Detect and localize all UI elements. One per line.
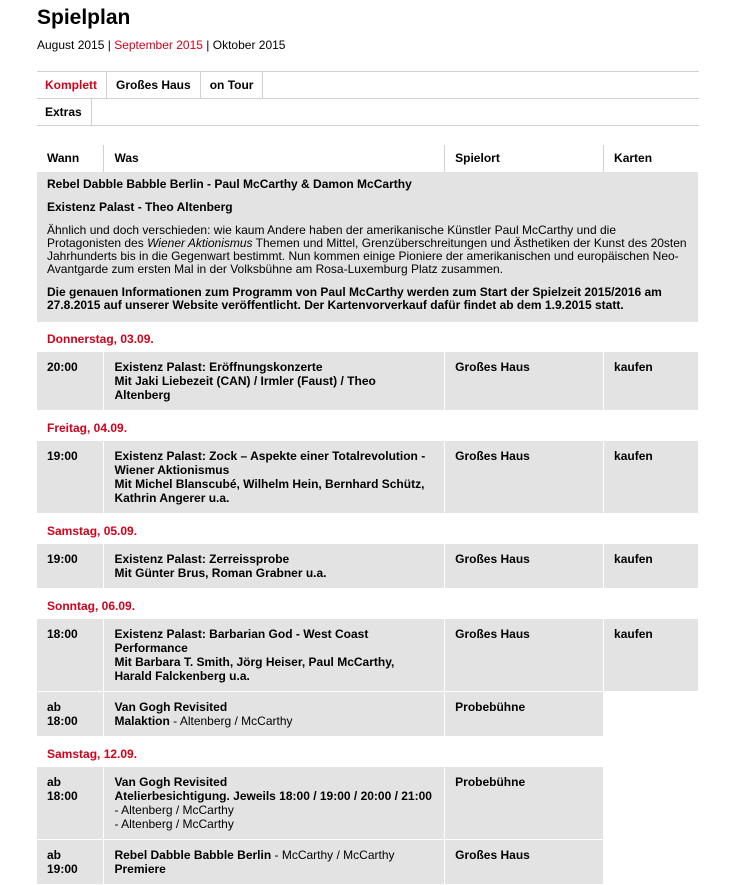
month-nav	[37, 38, 285, 52]
tab-on-tour[interactable]: on Tour	[201, 72, 264, 98]
event-time: ab 19:00	[37, 840, 104, 885]
month-link-prev[interactable]: August 2015	[37, 38, 105, 52]
table-row	[37, 619, 699, 692]
table-row	[37, 840, 699, 885]
schedule-table	[37, 145, 699, 885]
intro-title[interactable]: Rebel Dabble Babble Berlin - Paul McCarthy & Damon McCarthy	[47, 177, 412, 191]
table-header-row	[37, 145, 699, 172]
date-row	[37, 514, 699, 545]
event-time: 18:00	[37, 619, 104, 692]
date-heading: Samstag, 05.09.	[37, 514, 699, 545]
table-row	[37, 767, 699, 840]
event-title[interactable]: Van Gogh Revisited Atelierbesichtigung. Jeweils 18:00 / 19:00 / 20:00 / 21:00 - Altenberg / McCarthy - Altenberg / McCarthy	[104, 767, 445, 840]
event-time: ab 18:00	[37, 692, 104, 737]
tab-row	[37, 98, 699, 126]
intro-text: Ähnlich und doch verschieden: wie kaum Andere haben der amerikanische Künstler Paul McCarthy und die Protagonisten des Wiener Aktionismus Themen und Mittel, Grenzüberschreitungen und Ästhetiken der Kunst des 20sten Jahrhunderts bis in die Gegenwart bestimmt. Nun kommen einige Pioniere der amerikanischen und europäischen Neo-Avantgarde zum ersten Mal in der Volksbühne am Rosa-Luxemburg Platz zusammen.	[47, 223, 687, 276]
filter-tabs	[37, 71, 699, 126]
date-row	[37, 737, 699, 768]
tickets-empty-cell	[604, 840, 699, 885]
table-row	[37, 441, 699, 514]
intro-row	[37, 172, 699, 322]
page-title: Spielplan	[37, 6, 131, 29]
buy-ticket-link[interactable]: kaufen	[604, 352, 699, 411]
month-link-next[interactable]: Oktober 2015	[212, 38, 286, 52]
tab-row	[37, 71, 699, 98]
event-title[interactable]: Rebel Dabble Babble Berlin - McCarthy / McCarthy Premiere	[104, 840, 445, 885]
event-venue: Großes Haus	[445, 441, 604, 514]
date-heading: Freitag, 04.09.	[37, 411, 699, 442]
date-heading: Samstag, 12.09.	[37, 737, 699, 768]
tickets-empty-cell	[604, 692, 699, 737]
date-heading: Donnerstag, 03.09.	[37, 322, 699, 352]
tickets-empty-cell	[604, 767, 699, 840]
event-time: 19:00	[37, 544, 104, 589]
date-heading: Sonntag, 06.09.	[37, 589, 699, 620]
tab-komplett[interactable]: Komplett	[37, 72, 107, 98]
event-title[interactable]: Existenz Palast: Eröffnungskonzerte Mit Jaki Liebezeit (CAN) / Irmler (Faust) / Theo Altenberg	[104, 352, 445, 411]
event-time: 20:00	[37, 352, 104, 411]
event-venue: Probebühne	[445, 692, 604, 737]
event-title[interactable]: Existenz Palast: Barbarian God - West Coast Performance Mit Barbara T. Smith, Jörg Heiser, Paul McCarthy, Harald Falckenberg u.a.	[104, 619, 445, 692]
event-venue: Großes Haus	[445, 619, 604, 692]
col-header-was: Was	[104, 145, 445, 172]
date-row	[37, 411, 699, 442]
event-title[interactable]: Existenz Palast: Zock – Aspekte einer Totalrevolution - Wiener Aktionismus Mit Michel Blanscubé, Wilhelm Hein, Bernhard Schütz, Kathrin Angerer u.a.	[104, 441, 445, 514]
event-venue: Probebühne	[445, 767, 604, 840]
event-time: ab 18:00	[37, 767, 104, 840]
intro-notice: Die genauen Informationen zum Programm von Paul McCarthy werden zum Start der Spielzeit 2015/2016 am 27.8.2015 auf unserer Website veröffentlicht. Der Kartenvorverkauf dafür findet ab dem 1.9.2015 statt.	[47, 285, 662, 312]
intro-subtitle[interactable]: Existenz Palast - Theo Altenberg	[47, 200, 233, 214]
tab-extras[interactable]: Extras	[37, 99, 92, 125]
month-link-current[interactable]: September 2015	[114, 38, 203, 52]
date-row	[37, 322, 699, 352]
buy-ticket-link[interactable]: kaufen	[604, 619, 699, 692]
col-header-spielort: Spielort	[445, 145, 604, 172]
table-row	[37, 692, 699, 737]
event-title[interactable]: Existenz Palast: Zerreissprobe Mit Günter Brus, Roman Grabner u.a.	[104, 544, 445, 589]
col-header-karten: Karten	[614, 151, 653, 165]
table-row	[37, 544, 699, 589]
buy-ticket-link[interactable]: kaufen	[604, 441, 699, 514]
date-row	[37, 589, 699, 620]
buy-ticket-link[interactable]: kaufen	[604, 544, 699, 589]
event-venue: Großes Haus	[445, 352, 604, 411]
tab-grosses-haus[interactable]: Großes Haus	[107, 72, 201, 98]
event-venue: Großes Haus	[445, 840, 604, 885]
event-title[interactable]: Van Gogh Revisited Malaktion - Altenberg / McCarthy	[104, 692, 445, 737]
event-venue: Großes Haus	[445, 544, 604, 589]
table-row	[37, 352, 699, 411]
intro-cell	[37, 172, 699, 322]
separator: |	[107, 38, 111, 52]
separator: |	[206, 38, 210, 52]
col-header-wann: Wann	[37, 145, 104, 172]
event-time: 19:00	[37, 441, 104, 514]
